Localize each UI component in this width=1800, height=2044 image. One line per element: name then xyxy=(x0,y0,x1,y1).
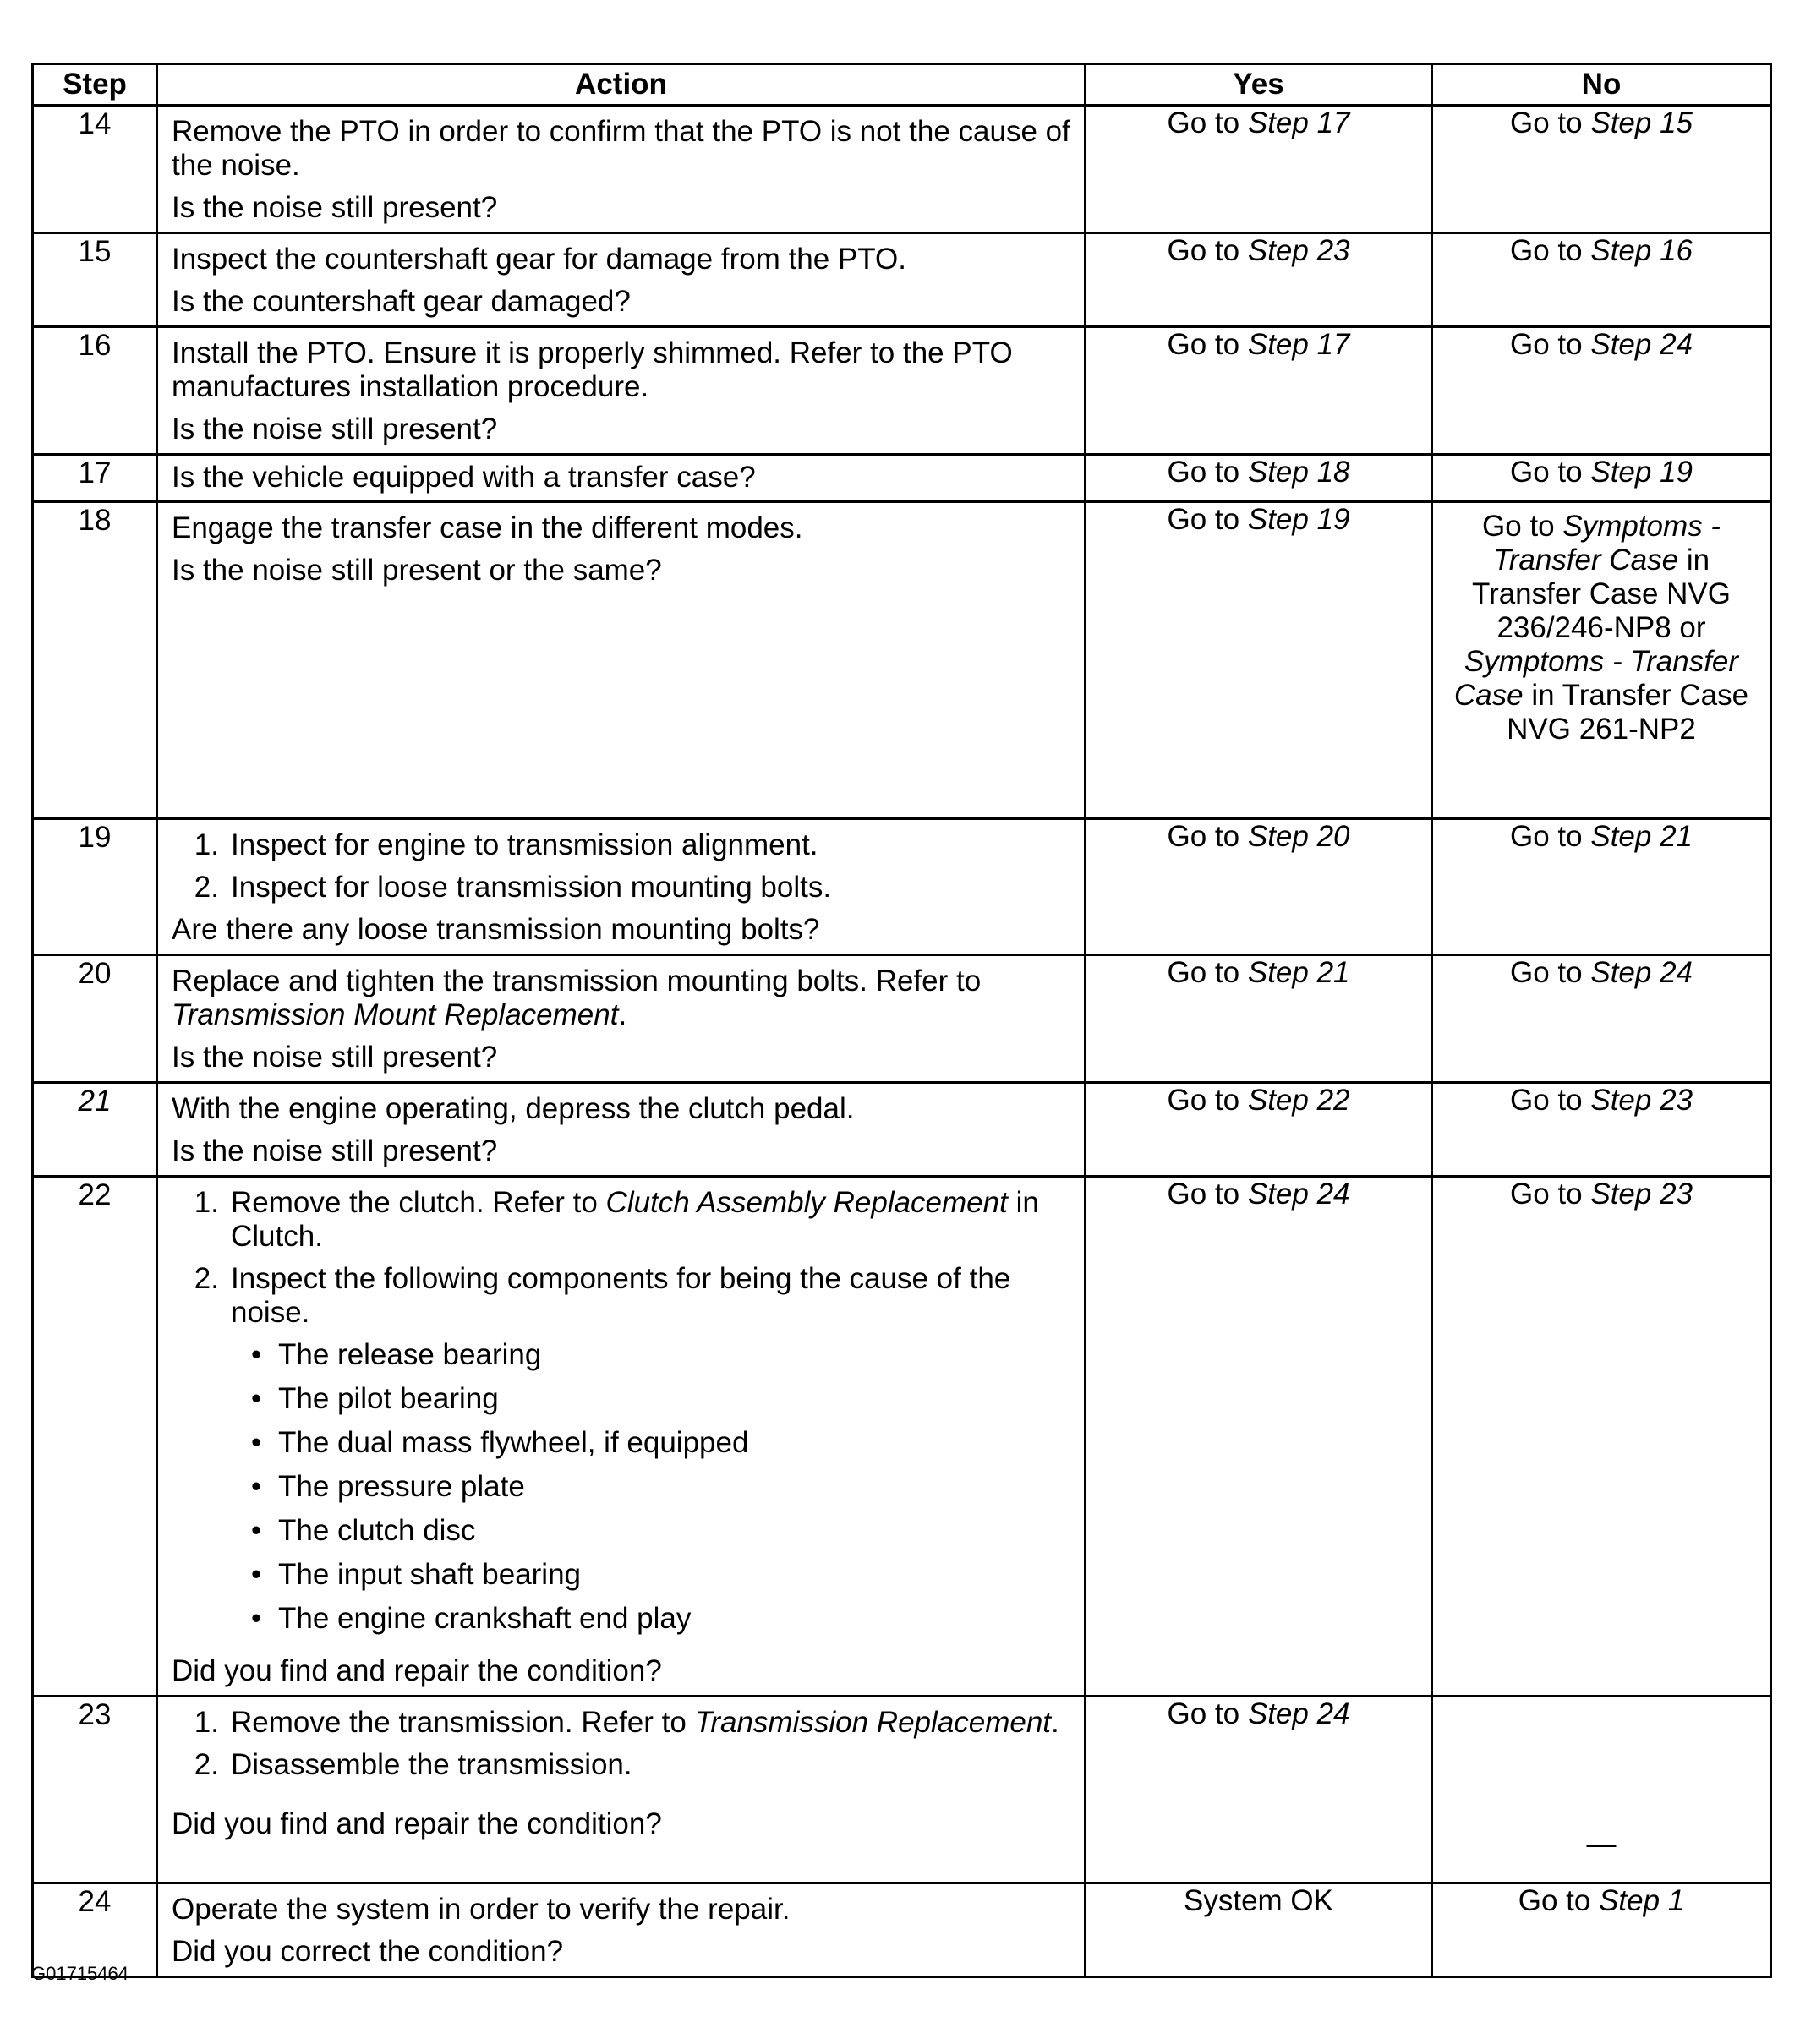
yes-cell xyxy=(1086,1697,1432,1883)
bullet-item: • The pilot bearing xyxy=(251,1382,499,1415)
action-cell xyxy=(157,1177,1086,1697)
go-to-label: Go to xyxy=(1167,234,1240,267)
yes-step-link[interactable]: Step 18 xyxy=(1247,456,1350,489)
header-step: Step xyxy=(33,64,157,106)
list-item: 1. Inspect for engine to transmission alignment. xyxy=(194,828,818,861)
go-to-label: Go to xyxy=(1510,1178,1583,1211)
step-number: 23 xyxy=(33,1697,157,1883)
go-to-label: Go to xyxy=(1167,503,1240,536)
yes-cell xyxy=(1086,233,1432,327)
action-cell xyxy=(157,327,1086,455)
action-question: Is the noise still present? xyxy=(172,191,498,224)
action-question: Are there any loose transmission mounting bolts? xyxy=(172,913,820,946)
table-row xyxy=(33,819,1771,955)
action-cell xyxy=(157,1083,1086,1177)
no-cell xyxy=(1432,233,1771,327)
action-question: Is the noise still present? xyxy=(172,1134,498,1167)
no-cell xyxy=(1432,455,1771,502)
no-step-link[interactable]: Step 16 xyxy=(1590,234,1693,267)
action-question: Did you find and repair the condition? xyxy=(172,1807,662,1840)
action-text: Replace and tighten the transmission mounting bolts. Refer to Transmission Mount Replacement. xyxy=(172,965,982,1031)
no-location-text-1: in Transfer Case NVG 236/246-NP8 or xyxy=(1471,544,1731,644)
action-question: Did you correct the condition? xyxy=(172,1935,564,1968)
go-to-label: Go to xyxy=(1510,820,1583,853)
yes-cell xyxy=(1086,955,1432,1083)
table-row xyxy=(33,1697,1771,1883)
bullet-item: • The clutch disc xyxy=(251,1514,476,1547)
action-list xyxy=(172,1186,1072,1646)
list-item: 2. Inspect for loose transmission mounting bolts. xyxy=(194,871,832,904)
table-row xyxy=(33,327,1771,455)
step-number: 18 xyxy=(33,502,157,819)
table-row xyxy=(33,955,1771,1083)
action-question: Is the noise still present? xyxy=(172,413,498,445)
yes-step-link[interactable]: Step 23 xyxy=(1247,234,1350,267)
yes-step-link[interactable]: Step 19 xyxy=(1247,503,1350,536)
header-yes: Yes xyxy=(1086,64,1432,106)
no-step-link[interactable]: Step 24 xyxy=(1590,328,1693,361)
go-to-label: Go to xyxy=(1167,107,1240,139)
yes-cell xyxy=(1086,455,1432,502)
bullet-item: • The input shaft bearing xyxy=(251,1558,582,1591)
no-location-text-2: in Transfer Case NVG 261-NP2 xyxy=(1507,679,1749,746)
table-row xyxy=(33,1883,1771,1977)
action-cell xyxy=(157,502,1086,819)
no-step-link[interactable]: Step 19 xyxy=(1590,456,1693,489)
action-question: Is the noise still present? xyxy=(172,1041,498,1074)
list-item: 2. Inspect the following components for being the cause of the noise. • The release bearing • The pilot bearing • The dual mass flywheel, if equipped • The pressure plate • The clutch disc • The input shaft bearing • The engine crankshaft end play xyxy=(180,1262,1072,1646)
no-cell xyxy=(1432,502,1771,819)
yes-cell xyxy=(1086,106,1432,233)
yes-cell xyxy=(1086,502,1432,819)
go-to-label: Go to xyxy=(1167,820,1240,853)
table-row xyxy=(33,502,1771,819)
action-cell xyxy=(157,955,1086,1083)
yes-cell xyxy=(1086,1883,1432,1977)
bullet-item: • The release bearing xyxy=(251,1338,542,1371)
component-list xyxy=(231,1338,1072,1636)
action-cell xyxy=(157,1883,1086,1977)
step-number: 14 xyxy=(33,106,157,233)
step-number: 22 xyxy=(33,1177,157,1697)
action-text: Inspect the countershaft gear for damage from the PTO. xyxy=(172,243,906,276)
table-row xyxy=(33,1083,1771,1177)
bullet-item: • The engine crankshaft end play xyxy=(251,1602,692,1635)
clutch-replacement-link[interactable]: Clutch Assembly Replacement xyxy=(605,1186,1008,1219)
table-row xyxy=(33,1177,1771,1697)
action-text: With the engine operating, depress the clutch pedal. xyxy=(172,1092,855,1125)
figure-id: G01715464 xyxy=(31,1963,129,1984)
yes-cell xyxy=(1086,327,1432,455)
no-step-link[interactable]: Step 23 xyxy=(1590,1084,1693,1117)
yes-step-link[interactable]: Step 22 xyxy=(1247,1084,1350,1117)
step-number: 20 xyxy=(33,955,157,1083)
no-step-link[interactable]: Step 21 xyxy=(1590,820,1693,853)
diagnostic-table xyxy=(31,63,1772,1978)
action-question: Did you find and repair the condition? xyxy=(172,1654,662,1687)
diagnostic-page xyxy=(31,63,1770,1978)
list-item: 1. Remove the clutch. Refer to Clutch Assembly Replacement in Clutch. xyxy=(194,1186,1039,1253)
go-to-label: Go to xyxy=(1167,456,1240,489)
no-cell xyxy=(1432,1883,1771,1977)
no-cell xyxy=(1432,1697,1771,1883)
no-symptoms-link-2[interactable]: Symptoms - Transfer Case xyxy=(1453,645,1739,712)
list-item: 1. Remove the transmission. Refer to Transmission Replacement. xyxy=(194,1706,1059,1739)
no-cell xyxy=(1432,1083,1771,1177)
no-cell xyxy=(1432,106,1771,233)
go-to-label: Go to xyxy=(1167,956,1240,989)
no-cell xyxy=(1432,955,1771,1083)
yes-step-link[interactable]: Step 24 xyxy=(1247,1178,1350,1211)
go-to-label: Go to xyxy=(1481,510,1555,543)
table-row xyxy=(33,455,1771,502)
action-cell xyxy=(157,819,1086,955)
action-question: Is the vehicle equipped with a transfer case? xyxy=(172,461,756,494)
yes-step-link[interactable]: Step 17 xyxy=(1247,328,1350,361)
table-row xyxy=(33,106,1771,233)
header-no: No xyxy=(1432,64,1771,106)
no-cell xyxy=(1432,819,1771,955)
go-to-label: Go to xyxy=(1510,956,1583,989)
action-question: Is the noise still present or the same? xyxy=(172,554,662,587)
go-to-label: Go to xyxy=(1510,456,1583,489)
yes-cell xyxy=(1086,1083,1432,1177)
action-cell xyxy=(157,455,1086,502)
system-ok-label: System OK xyxy=(1184,1884,1333,1917)
go-to-label: Go to xyxy=(1167,1697,1240,1730)
action-cell xyxy=(157,233,1086,327)
step-number: 21 xyxy=(33,1083,157,1177)
step-number: 19 xyxy=(33,819,157,955)
yes-cell xyxy=(1086,1177,1432,1697)
yes-step-link[interactable]: Step 17 xyxy=(1247,107,1350,139)
yes-cell xyxy=(1086,819,1432,955)
yes-step-link[interactable]: Step 24 xyxy=(1247,1697,1350,1730)
list-item: 2. Disassemble the transmission. xyxy=(194,1748,632,1781)
step-number: 15 xyxy=(33,233,157,327)
no-symptoms-link-1[interactable]: Symptoms - Transfer Case xyxy=(1492,510,1721,577)
header-action: Action xyxy=(157,64,1086,106)
table-header-row xyxy=(33,64,1771,106)
action-text: Remove the PTO in order to confirm that the PTO is not the cause of the noise. xyxy=(172,115,1070,182)
step-number: 16 xyxy=(33,327,157,455)
no-cell xyxy=(1432,1177,1771,1697)
action-text: Operate the system in order to verify the repair. xyxy=(172,1893,791,1926)
go-to-label: Go to xyxy=(1510,107,1583,139)
no-step-link[interactable]: Step 15 xyxy=(1590,107,1693,139)
go-to-label: Go to xyxy=(1167,328,1240,361)
transmission-replacement-link[interactable]: Transmission Replacement xyxy=(694,1706,1052,1739)
action-text: Engage the transfer case in the different modes. xyxy=(172,511,803,544)
no-dash: — xyxy=(1586,1828,1617,1861)
step-number: 17 xyxy=(33,455,157,502)
go-to-label: Go to xyxy=(1510,234,1583,267)
no-cell xyxy=(1432,327,1771,455)
table-row xyxy=(33,233,1771,327)
action-list xyxy=(172,828,1072,904)
mount-replacement-link[interactable]: Transmission Mount Replacement xyxy=(172,998,619,1031)
go-to-label: Go to xyxy=(1518,1884,1591,1917)
bullet-item: • The dual mass flywheel, if equipped xyxy=(251,1426,749,1459)
go-to-label: Go to xyxy=(1167,1084,1240,1117)
no-step-link[interactable]: Step 24 xyxy=(1590,956,1693,989)
go-to-label: Go to xyxy=(1167,1178,1240,1211)
no-step-link[interactable]: Step 1 xyxy=(1599,1884,1685,1917)
action-question: Is the countershaft gear damaged? xyxy=(172,285,631,318)
action-cell xyxy=(157,106,1086,233)
step-number: 24 xyxy=(33,1883,157,1977)
go-to-label: Go to xyxy=(1510,328,1583,361)
action-text: Install the PTO. Ensure it is properly shimmed. Refer to the PTO manufactures installation procedure. xyxy=(172,336,1013,403)
action-list xyxy=(172,1706,1072,1782)
bullet-item: • The pressure plate xyxy=(251,1470,525,1503)
no-step-link[interactable]: Step 23 xyxy=(1590,1178,1693,1211)
go-to-label: Go to xyxy=(1510,1084,1583,1117)
action-cell xyxy=(157,1697,1086,1883)
yes-step-link[interactable]: Step 21 xyxy=(1247,956,1350,989)
yes-step-link[interactable]: Step 20 xyxy=(1247,820,1350,853)
